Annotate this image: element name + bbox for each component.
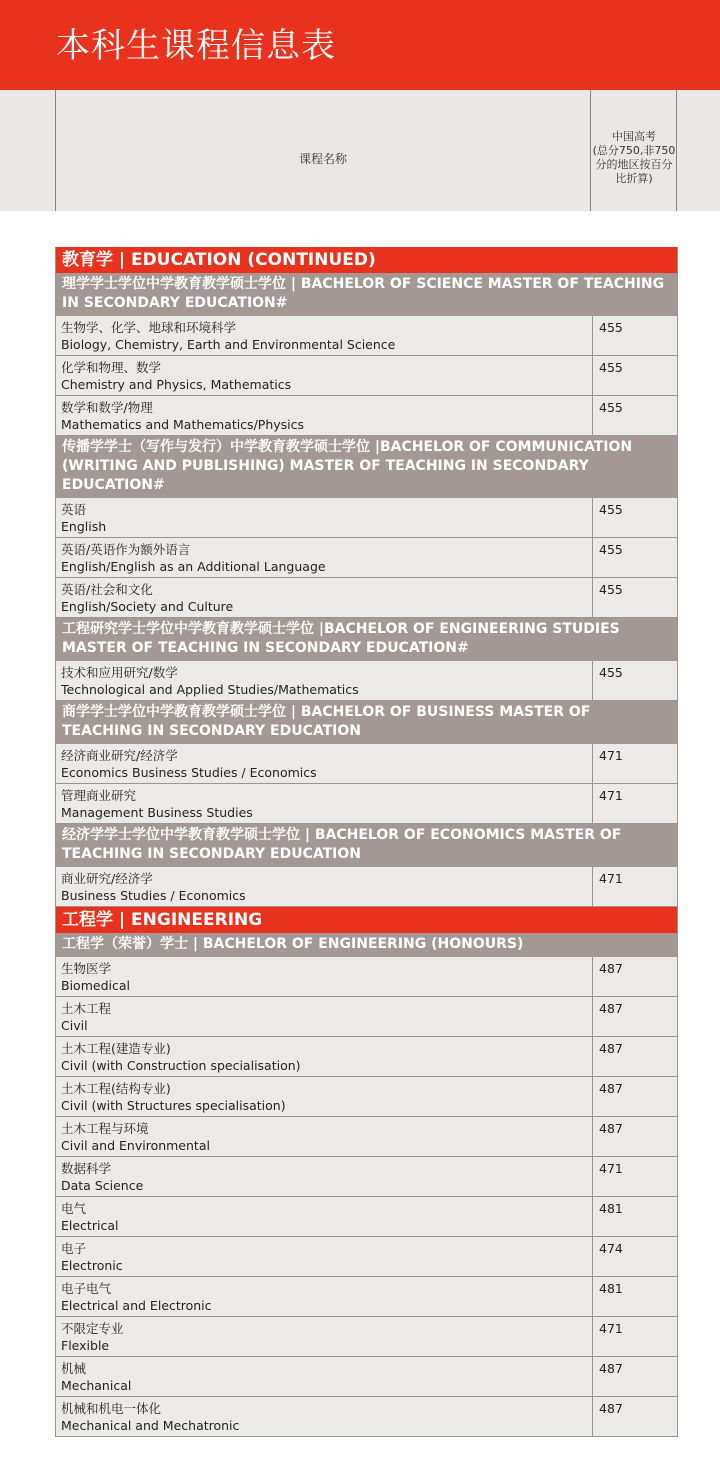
course-name-en: Biology, Chemistry, Earth and Environmental Science bbox=[61, 337, 396, 352]
course-name-en: Mechanical bbox=[61, 1378, 132, 1393]
score-cell: 487 bbox=[599, 1001, 623, 1016]
course-row bbox=[56, 356, 677, 396]
course-name-header: 课程名称 bbox=[298, 152, 347, 166]
course-name-cell bbox=[56, 1237, 593, 1276]
score-cell: 471 bbox=[599, 788, 623, 803]
course-name-cell bbox=[56, 1037, 593, 1076]
course-name-cn: 机械 bbox=[61, 1361, 87, 1376]
score-header bbox=[592, 130, 676, 186]
column-divider bbox=[676, 90, 677, 211]
degree-header: 商学学士学位中学教育教学硕士学位 | BACHELOR OF BUSINESS MASTER OF TEACHING IN SECONDARY EDUCATION bbox=[56, 701, 677, 744]
course-name-en: Civil (with Structures specialisation) bbox=[61, 1098, 286, 1113]
page-title: 本科生课程信息表 bbox=[56, 26, 336, 66]
course-name-cell bbox=[56, 1397, 593, 1436]
course-name-cell bbox=[56, 997, 593, 1036]
degree-header: 经济学学士学位中学教育教学硕士学位 | BACHELOR OF ECONOMICS MASTER OF TEACHING IN SECONDARY EDUCATION bbox=[56, 824, 677, 867]
course-name-cn: 数学和数学/物理 bbox=[61, 400, 153, 415]
degree-header: 工程研究学士学位中学教育教学硕士学位 |BACHELOR OF ENGINEERING STUDIES MASTER OF TEACHING IN SECONDARY EDUCATION# bbox=[56, 618, 677, 661]
course-name-en: Economics Business Studies / Economics bbox=[61, 765, 317, 780]
course-row bbox=[56, 1157, 677, 1197]
course-row bbox=[56, 498, 677, 538]
course-name-cell bbox=[56, 316, 593, 355]
course-row bbox=[56, 1037, 677, 1077]
course-name-en: Electrical bbox=[61, 1218, 119, 1233]
course-name-cn: 不限定专业 bbox=[61, 1321, 124, 1336]
course-row bbox=[56, 316, 677, 356]
course-name-en: Mathematics and Mathematics/Physics bbox=[61, 417, 305, 432]
score-cell: 487 bbox=[599, 1081, 623, 1096]
score-cell: 455 bbox=[599, 582, 623, 597]
title-banner bbox=[0, 0, 720, 90]
course-row bbox=[56, 744, 677, 784]
course-name-en: English/English as an Additional Language bbox=[61, 559, 326, 574]
course-name-cn: 土木工程(建造专业) bbox=[61, 1041, 171, 1056]
score-cell: 487 bbox=[599, 1121, 623, 1136]
score-header-line: (总分750,非750 bbox=[592, 144, 676, 157]
course-name-en: Data Science bbox=[61, 1178, 144, 1193]
course-name-cn: 经济商业研究/经济学 bbox=[61, 748, 178, 763]
course-name-cn: 土木工程(结构专业) bbox=[61, 1081, 171, 1096]
course-name-cell bbox=[56, 661, 593, 700]
score-cell: 487 bbox=[599, 1041, 623, 1056]
course-name-cn: 电子电气 bbox=[61, 1281, 112, 1296]
score-cell: 487 bbox=[599, 961, 623, 976]
course-row bbox=[56, 997, 677, 1037]
course-name-cn: 英语/社会和文化 bbox=[61, 582, 153, 597]
course-name-cn: 化学和物理、数学 bbox=[61, 360, 162, 375]
degree-header: 工程学（荣誉）学士 | BACHELOR OF ENGINEERING (HONOURS) bbox=[56, 933, 677, 957]
course-name-cn: 机械和机电一体化 bbox=[61, 1401, 162, 1416]
faculty-header: 工程学 | ENGINEERING bbox=[56, 907, 677, 933]
course-name-cell bbox=[56, 784, 593, 823]
course-row bbox=[56, 957, 677, 997]
score-cell: 471 bbox=[599, 871, 623, 886]
course-name-en: Civil (with Construction specialisation) bbox=[61, 1058, 301, 1073]
course-row bbox=[56, 1117, 677, 1157]
course-name-cell bbox=[56, 957, 593, 996]
score-cell: 481 bbox=[599, 1281, 623, 1296]
course-name-en: Civil and Environmental bbox=[61, 1138, 210, 1153]
course-name-cell bbox=[56, 578, 593, 617]
course-row bbox=[56, 578, 677, 618]
course-name-en: Biomedical bbox=[61, 978, 130, 993]
course-name-cell bbox=[56, 1117, 593, 1156]
course-name-cell bbox=[56, 1077, 593, 1116]
course-row bbox=[56, 784, 677, 824]
score-cell: 471 bbox=[599, 1161, 623, 1176]
score-cell: 455 bbox=[599, 400, 623, 415]
score-header-line: 分的地区按百分 bbox=[595, 158, 673, 171]
score-cell: 455 bbox=[599, 360, 623, 375]
score-header-line: 比折算) bbox=[615, 172, 653, 185]
course-name-cn: 电子 bbox=[61, 1241, 87, 1256]
course-name-cn: 英语/英语作为额外语言 bbox=[61, 542, 191, 557]
course-name-en: Civil bbox=[61, 1018, 88, 1033]
course-row bbox=[56, 538, 677, 578]
course-name-en: Electrical and Electronic bbox=[61, 1298, 212, 1313]
course-name-en: Electronic bbox=[61, 1258, 123, 1273]
degree-header: 传播学学士（写作与发行）中学教育教学硕士学位 |BACHELOR OF COMMUNICATION (WRITING AND PUBLISHING) MASTER OF TEACHING IN SECONDARY EDUCATION# bbox=[56, 436, 677, 498]
course-row bbox=[56, 1397, 677, 1437]
score-cell: 455 bbox=[599, 665, 623, 680]
score-cell: 481 bbox=[599, 1201, 623, 1216]
course-row bbox=[56, 1277, 677, 1317]
course-name-cell bbox=[56, 1197, 593, 1236]
course-name-cn: 生物医学 bbox=[61, 961, 112, 976]
column-divider bbox=[590, 90, 591, 211]
course-name-cn: 土木工程 bbox=[61, 1001, 112, 1016]
score-cell: 455 bbox=[599, 542, 623, 557]
course-name-cn: 电气 bbox=[61, 1201, 87, 1216]
course-name-cn: 英语 bbox=[61, 502, 87, 517]
course-name-cell bbox=[56, 498, 593, 537]
score-cell: 455 bbox=[599, 502, 623, 517]
score-header-line: 中国高考 bbox=[612, 130, 656, 143]
course-table bbox=[55, 247, 678, 1437]
course-row bbox=[56, 867, 677, 907]
course-name-cell bbox=[56, 356, 593, 395]
score-cell: 487 bbox=[599, 1401, 623, 1416]
course-name-cell bbox=[56, 538, 593, 577]
score-cell: 487 bbox=[599, 1361, 623, 1376]
score-cell: 471 bbox=[599, 748, 623, 763]
course-name-en: Technological and Applied Studies/Mathematics bbox=[61, 682, 359, 697]
course-name-en: Business Studies / Economics bbox=[61, 888, 246, 903]
course-name-en: English/Society and Culture bbox=[61, 599, 234, 614]
course-name-cn: 生物学、化学、地球和环境科学 bbox=[61, 320, 237, 335]
course-name-en: Flexible bbox=[61, 1338, 110, 1353]
faculty-header: 教育学 | EDUCATION (CONTINUED) bbox=[56, 247, 677, 273]
course-row bbox=[56, 1317, 677, 1357]
course-name-cell bbox=[56, 396, 593, 435]
course-name-en: Mechanical and Mechatronic bbox=[61, 1418, 240, 1433]
degree-header: 理学学士学位中学教育教学硕士学位 | BACHELOR OF SCIENCE MASTER OF TEACHING IN SECONDARY EDUCATION# bbox=[56, 273, 677, 316]
course-row bbox=[56, 396, 677, 436]
course-row bbox=[56, 1237, 677, 1277]
course-row bbox=[56, 661, 677, 701]
course-name-cn: 商业研究/经济学 bbox=[61, 871, 153, 886]
course-name-cell bbox=[56, 1157, 593, 1196]
course-name-cn: 技术和应用研究/数学 bbox=[61, 665, 178, 680]
course-name-cell bbox=[56, 867, 593, 906]
score-cell: 455 bbox=[599, 320, 623, 335]
course-row bbox=[56, 1077, 677, 1117]
score-cell: 471 bbox=[599, 1321, 623, 1336]
course-name-cn: 管理商业研究 bbox=[61, 788, 137, 803]
score-cell: 474 bbox=[599, 1241, 623, 1256]
course-name-cell bbox=[56, 744, 593, 783]
course-row bbox=[56, 1357, 677, 1397]
course-name-en: Chemistry and Physics, Mathematics bbox=[61, 377, 292, 392]
course-name-en: Management Business Studies bbox=[61, 805, 253, 820]
course-name-en: English bbox=[61, 519, 107, 534]
course-name-cell bbox=[56, 1317, 593, 1356]
course-name-cell bbox=[56, 1277, 593, 1316]
course-row bbox=[56, 1197, 677, 1237]
course-name-cell bbox=[56, 1357, 593, 1396]
course-name-cn: 土木工程与环境 bbox=[61, 1121, 149, 1136]
course-name-cn: 数据科学 bbox=[61, 1161, 112, 1176]
